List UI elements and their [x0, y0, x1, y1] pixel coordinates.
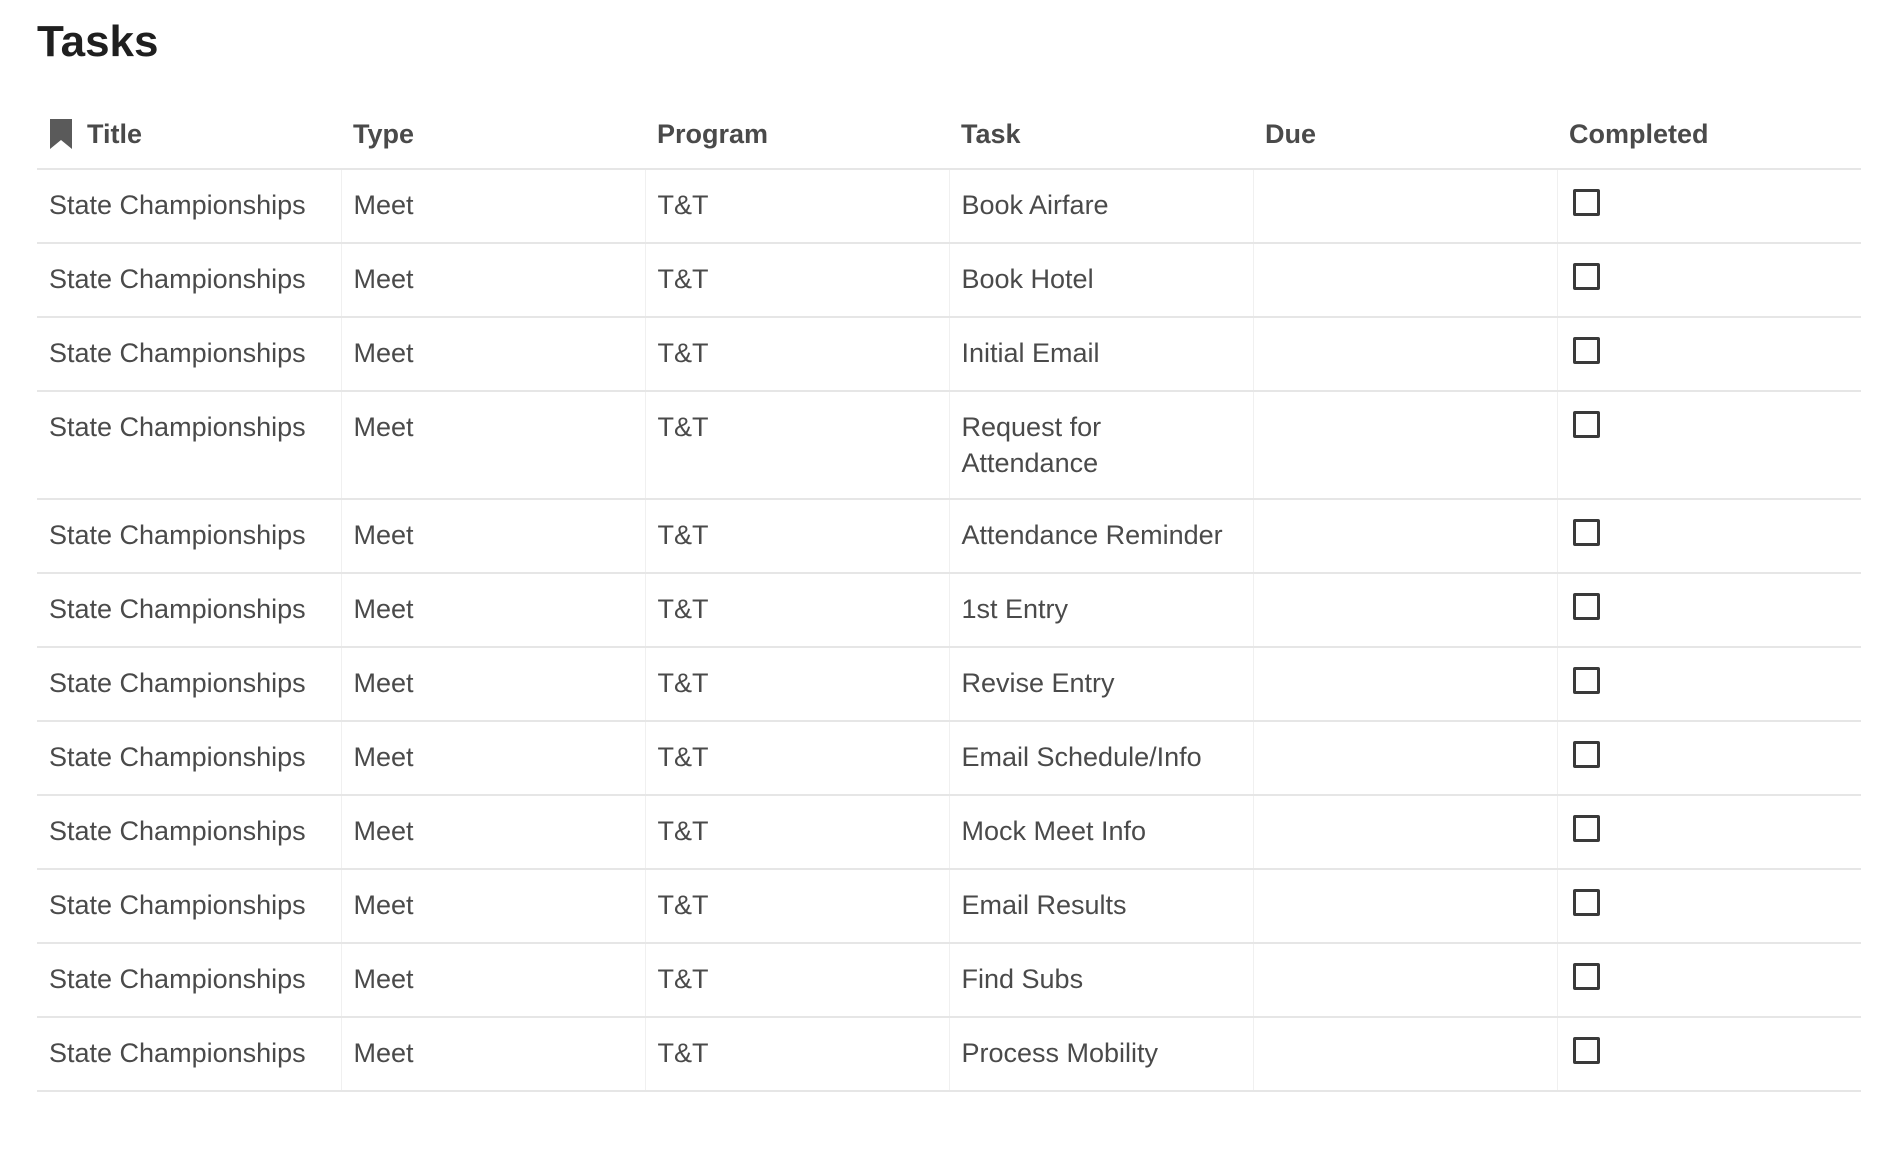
completed-checkbox[interactable] [1573, 741, 1600, 768]
cell-type[interactable]: Meet [341, 169, 645, 243]
cell-task[interactable]: Revise Entry [949, 647, 1253, 721]
cell-completed [1557, 573, 1861, 647]
cell-task[interactable]: Email Results [949, 869, 1253, 943]
completed-checkbox[interactable] [1573, 815, 1600, 842]
completed-checkbox[interactable] [1573, 1037, 1600, 1064]
cell-program[interactable]: T&T [645, 573, 949, 647]
completed-checkbox[interactable] [1573, 889, 1600, 916]
cell-program[interactable]: T&T [645, 243, 949, 317]
cell-program[interactable]: T&T [645, 317, 949, 391]
column-header-due[interactable]: Due [1253, 100, 1557, 169]
cell-completed [1557, 317, 1861, 391]
cell-due[interactable] [1253, 943, 1557, 1017]
table-row[interactable] [37, 721, 1861, 795]
cell-due[interactable] [1253, 243, 1557, 317]
page-title: Tasks [37, 17, 159, 66]
completed-checkbox[interactable] [1573, 667, 1600, 694]
cell-task[interactable]: Find Subs [949, 943, 1253, 1017]
cell-completed [1557, 243, 1861, 317]
cell-completed [1557, 647, 1861, 721]
cell-due[interactable] [1253, 721, 1557, 795]
column-header-program[interactable]: Program [645, 100, 949, 169]
cell-due[interactable] [1253, 869, 1557, 943]
column-header-title-label: Title [87, 118, 143, 149]
column-header-task[interactable]: Task [949, 100, 1253, 169]
table-row[interactable] [37, 317, 1861, 391]
cell-type[interactable]: Meet [341, 499, 645, 573]
cell-due[interactable] [1253, 795, 1557, 869]
cell-completed [1557, 391, 1861, 499]
cell-type[interactable]: Meet [341, 795, 645, 869]
cell-title[interactable]: State Championships [37, 573, 341, 647]
cell-title[interactable]: State Championships [37, 499, 341, 573]
table-row[interactable] [37, 243, 1861, 317]
cell-title[interactable]: State Championships [37, 169, 341, 243]
completed-checkbox[interactable] [1573, 519, 1600, 546]
cell-title[interactable]: State Championships [37, 647, 341, 721]
cell-completed [1557, 869, 1861, 943]
cell-type[interactable]: Meet [341, 647, 645, 721]
table-row[interactable] [37, 499, 1861, 573]
task-rows [37, 169, 1861, 1091]
cell-completed [1557, 721, 1861, 795]
cell-type[interactable]: Meet [341, 317, 645, 391]
completed-checkbox[interactable] [1573, 411, 1600, 438]
cell-task[interactable]: Attendance Reminder [949, 499, 1253, 573]
table-row[interactable] [37, 391, 1861, 499]
cell-title[interactable]: State Championships [37, 243, 341, 317]
cell-program[interactable]: T&T [645, 647, 949, 721]
column-header-completed[interactable]: Completed [1557, 100, 1861, 169]
cell-type[interactable]: Meet [341, 391, 645, 499]
completed-checkbox[interactable] [1573, 963, 1600, 990]
table-row[interactable] [37, 647, 1861, 721]
cell-due[interactable] [1253, 391, 1557, 499]
tasks-table [37, 100, 1861, 1092]
cell-program[interactable]: T&T [645, 721, 949, 795]
column-header-title[interactable] [37, 100, 341, 169]
cell-program[interactable]: T&T [645, 943, 949, 1017]
cell-task[interactable]: Email Schedule/Info [949, 721, 1253, 795]
cell-due[interactable] [1253, 169, 1557, 243]
cell-program[interactable]: T&T [645, 869, 949, 943]
table-row[interactable] [37, 573, 1861, 647]
table-row[interactable] [37, 169, 1861, 243]
table-row[interactable] [37, 869, 1861, 943]
cell-task[interactable]: Book Airfare [949, 169, 1253, 243]
cell-type[interactable]: Meet [341, 573, 645, 647]
cell-completed [1557, 943, 1861, 1017]
cell-completed [1557, 499, 1861, 573]
cell-due[interactable] [1253, 317, 1557, 391]
cell-due[interactable] [1253, 647, 1557, 721]
cell-type[interactable]: Meet [341, 869, 645, 943]
cell-task[interactable]: Request for Attendance [949, 391, 1253, 499]
cell-title[interactable]: State Championships [37, 943, 341, 1017]
cell-program[interactable]: T&T [645, 795, 949, 869]
table-row[interactable] [37, 943, 1861, 1017]
cell-task[interactable]: Initial Email [949, 317, 1253, 391]
cell-program[interactable]: T&T [645, 499, 949, 573]
cell-due[interactable] [1253, 1017, 1557, 1091]
cell-type[interactable]: Meet [341, 943, 645, 1017]
cell-due[interactable] [1253, 573, 1557, 647]
cell-title[interactable]: State Championships [37, 1017, 341, 1091]
completed-checkbox[interactable] [1573, 593, 1600, 620]
column-header-type[interactable]: Type [341, 100, 645, 169]
table-row[interactable] [37, 795, 1861, 869]
cell-type[interactable]: Meet [341, 721, 645, 795]
cell-completed [1557, 1017, 1861, 1091]
cell-program[interactable]: T&T [645, 169, 949, 243]
table-row[interactable] [37, 1017, 1861, 1091]
cell-program[interactable]: T&T [645, 391, 949, 499]
cell-program[interactable]: T&T [645, 1017, 949, 1091]
cell-type[interactable]: Meet [341, 243, 645, 317]
cell-task[interactable]: Book Hotel [949, 243, 1253, 317]
cell-task[interactable]: Process Mobility [949, 1017, 1253, 1091]
cell-title[interactable]: State Championships [37, 869, 341, 943]
cell-title[interactable]: State Championships [37, 391, 341, 499]
cell-title[interactable]: State Championships [37, 795, 341, 869]
bookmark-icon [49, 119, 73, 149]
cell-completed [1557, 169, 1861, 243]
table-header-row [37, 100, 1861, 169]
cell-title[interactable]: State Championships [37, 317, 341, 391]
cell-due[interactable] [1253, 499, 1557, 573]
cell-type[interactable]: Meet [341, 1017, 645, 1091]
cell-completed [1557, 795, 1861, 869]
cell-title[interactable]: State Championships [37, 721, 341, 795]
completed-checkbox[interactable] [1573, 189, 1600, 216]
cell-task[interactable]: Mock Meet Info [949, 795, 1253, 869]
cell-task[interactable]: 1st Entry [949, 573, 1253, 647]
completed-checkbox[interactable] [1573, 337, 1600, 364]
completed-checkbox[interactable] [1573, 263, 1600, 290]
